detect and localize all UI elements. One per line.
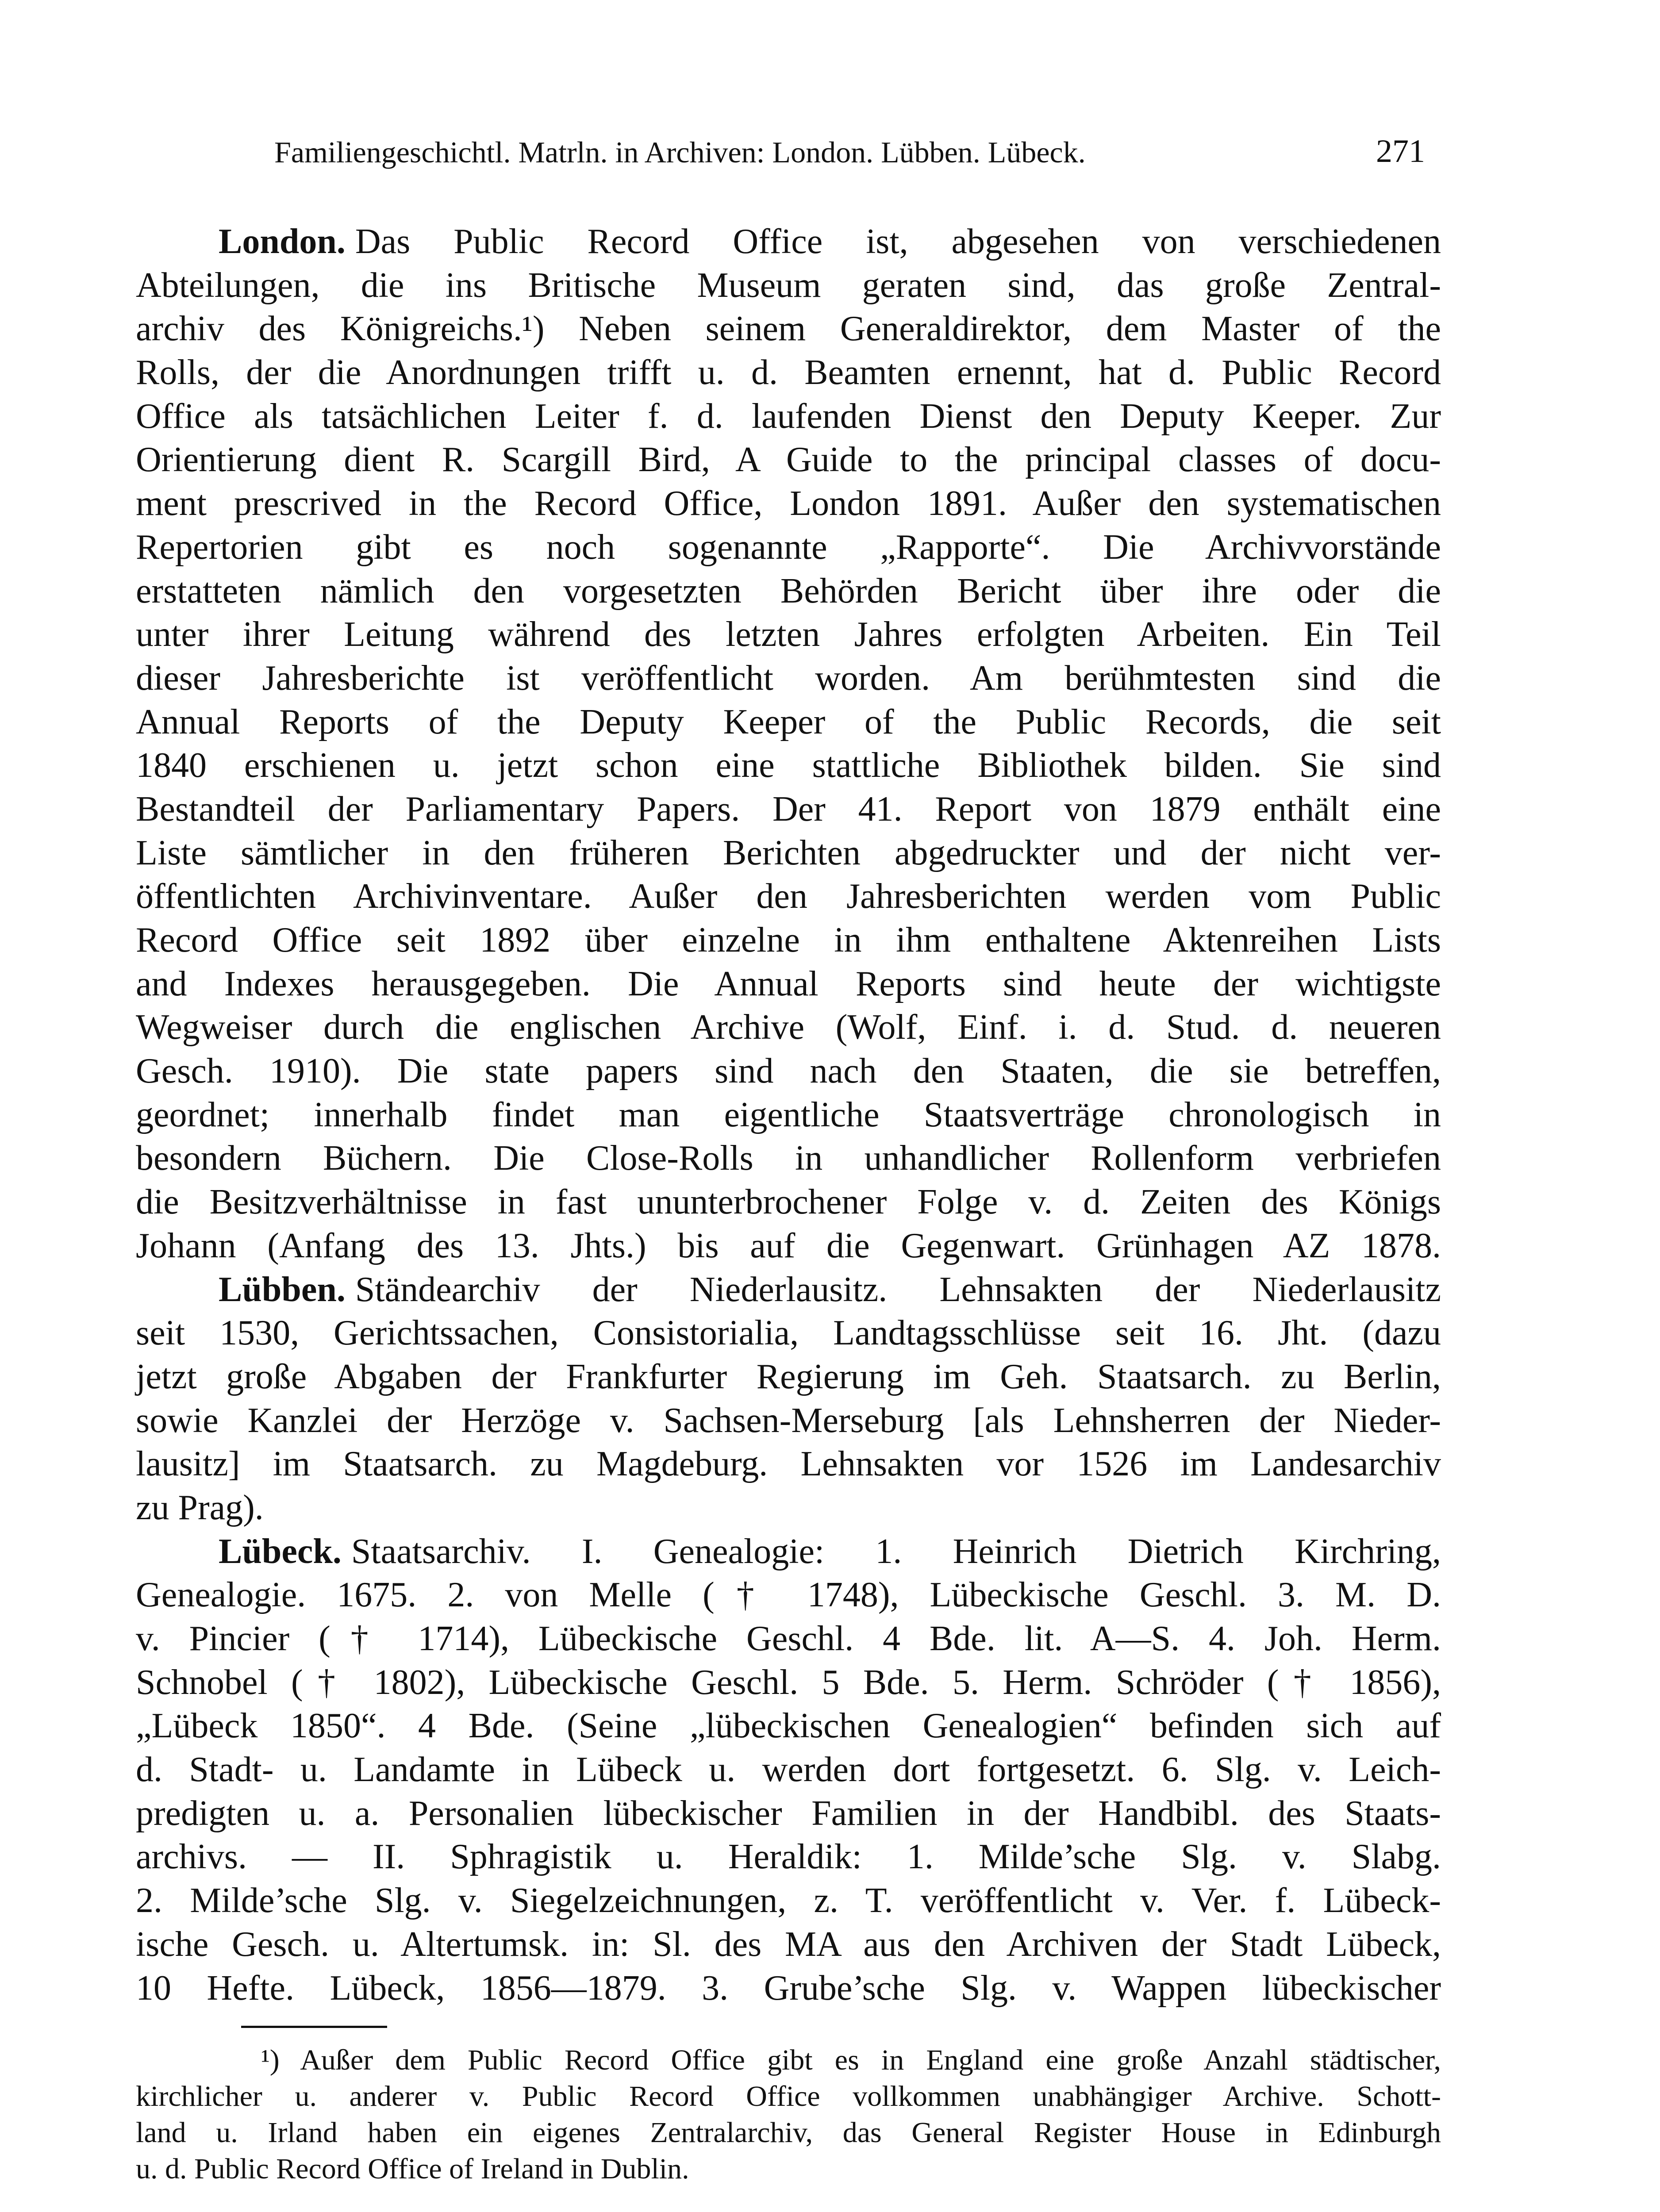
line-text: ische Gesch. u. Altertumsk. in: Sl. des MA aus den Archiven der Stadt Lübeck, — [136, 1924, 1441, 1964]
footnote-line: kirchlicher u. anderer v. Public Record Office vollkommen unabhängiger Archive. Schott- — [136, 2080, 1441, 2113]
running-header: Familiengeschichtl. Matrln. in Archiven: London. Lübben. Lübeck. — [274, 135, 1086, 169]
text-line — [136, 1399, 1441, 1443]
line-text: unter ihrer Leitung während des letzten Jahres erfolgten Arbeiten. Ein Teil — [136, 615, 1441, 654]
line-text: predigten u. a. Personalien lübeckischer Familien in der Handbibl. des Staats- — [136, 1793, 1441, 1833]
line-text: Record Office seit 1892 über einzelne in ihm enthaltene Aktenreihen Lists — [136, 921, 1441, 960]
page-number: 271 — [1376, 133, 1425, 169]
text-line — [136, 307, 1441, 351]
line-text: Ständearchiv der Niederlausitz. Lehnsakten der Niederlausitz — [355, 1270, 1441, 1309]
text-line — [136, 569, 1441, 613]
line-text: 10 Hefte. Lübeck, 1856—1879. 3. Grube’sche Slg. v. Wappen lübeckischer — [136, 1968, 1441, 2008]
text-line — [136, 744, 1441, 787]
line-text: geordnet; innerhalb findet man eigentliche Staatsverträge chronologisch in — [136, 1095, 1441, 1134]
line-text: d. Stadt- u. Landamte in Lübeck u. werden dort fortgesetzt. 6. Slg. v. Leich- — [136, 1750, 1441, 1790]
text-line — [136, 1704, 1441, 1748]
text-line — [136, 1748, 1441, 1792]
line-text: zu Prag). — [136, 1488, 264, 1527]
section-heading: Lübeck. — [219, 1532, 342, 1571]
line-text: v. Pincier († 1714), Lübeckische Geschl. 4 Bde. lit. A—S. 4. Joh. Herm. — [136, 1619, 1441, 1658]
text-line — [136, 1966, 1441, 2010]
line-text: die Besitzverhältnisse in fast ununterbrochener Folge v. d. Zeiten des Königs — [136, 1183, 1441, 1222]
text-line — [136, 1617, 1441, 1661]
text-line — [136, 1180, 1441, 1224]
line-text: 1840 erschienen u. jetzt schon eine stattliche Bibliothek bilden. Sie sind — [136, 746, 1441, 785]
line-text: seit 1530, Gerichtssachen, Consistorialia, Landtagsschlüsse seit 16. Jht. (dazu — [136, 1313, 1441, 1353]
text-line — [136, 657, 1441, 700]
line-text: Abteilungen, die ins Britische Museum geraten sind, das große Zentral- — [136, 265, 1441, 305]
text-line — [136, 264, 1441, 307]
text-line — [136, 1224, 1441, 1268]
text-line — [136, 351, 1441, 395]
footnotes — [0, 2042, 1660, 2187]
line-text: „Lübeck 1850“. 4 Bde. (Seine „lübeckischen Genealogien“ befinden sich auf — [136, 1706, 1441, 1746]
line-text: Johann (Anfang des 13. Jhts.) bis auf die Gegenwart. Grünhagen AZ 1878. — [136, 1226, 1441, 1265]
text-line — [136, 613, 1441, 657]
line-text: öffentlichten Archivinventare. Außer den Jahresberichten werden vom Public — [136, 877, 1441, 916]
text-line — [219, 220, 1441, 264]
text-line — [136, 526, 1441, 569]
text-line — [136, 1093, 1441, 1137]
text-line — [136, 962, 1441, 1006]
footnote-rule — [241, 2026, 387, 2028]
text-line — [136, 438, 1441, 482]
line-text: Orientierung dient R. Scargill Bird, A Guide to the principal classes of docu- — [136, 440, 1441, 480]
line-text: Schnobel († 1802), Lübeckische Geschl. 5 Bde. 5. Herm. Schröder († 1856), — [136, 1663, 1441, 1702]
text-line — [219, 1268, 1441, 1312]
text-line — [136, 1661, 1441, 1705]
footnote-line: land u. Irland haben ein eigenes Zentralarchiv, das General Register House in Edinburgh — [136, 2116, 1441, 2149]
line-text: Wegweiser durch die englischen Archive (Wolf, Einf. i. d. Stud. d. neueren — [136, 1008, 1441, 1047]
text-line — [136, 918, 1441, 962]
line-text: Das Public Record Office ist, abgesehen von verschiedenen — [355, 222, 1441, 261]
text-line — [136, 1486, 1441, 1530]
line-text: jetzt große Abgaben der Frankfurter Regierung im Geh. Staatsarch. zu Berlin, — [136, 1357, 1441, 1396]
text-line — [136, 1442, 1441, 1486]
text-line — [136, 1573, 1441, 1617]
line-text: lausitz] im Staatsarch. zu Magdeburg. Lehnsakten vor 1526 im Landesarchiv — [136, 1444, 1441, 1484]
text-line — [136, 787, 1441, 831]
line-text: Bestandteil der Parliamentary Papers. Der 41. Report von 1879 enthält eine — [136, 789, 1441, 829]
line-text: Repertorien gibt es noch sogenannte „Rapporte“. Die Archivvorstände — [136, 527, 1441, 567]
line-text: besondern Büchern. Die Close-Rolls in unhandlicher Rollenform verbriefen — [136, 1139, 1441, 1178]
text-line — [136, 1137, 1441, 1180]
line-text: Gesch. 1910). Die state papers sind nach den Staaten, die sie betreffen, — [136, 1052, 1441, 1091]
section-heading: London. — [219, 222, 346, 261]
text-line — [136, 395, 1441, 438]
text-line — [136, 1311, 1441, 1355]
text-line — [136, 1006, 1441, 1049]
text-line — [219, 1530, 1441, 1574]
text-line — [136, 1792, 1441, 1836]
line-text: Annual Reports of the Deputy Keeper of the Public Records, die seit — [136, 702, 1441, 741]
line-text: Genealogie. 1675. 2. von Melle († 1748), Lübeckische Geschl. 3. M. D. — [136, 1575, 1441, 1615]
text-line — [136, 1835, 1441, 1879]
line-text: Rolls, der die Anordnungen trifft u. d. Beamten ernennt, hat d. Public Record — [136, 353, 1441, 392]
line-text: dieser Jahresberichte ist veröffentlicht worden. Am berühmtesten sind die — [136, 658, 1441, 698]
text-line — [136, 700, 1441, 744]
line-text: Staatsarchiv. I. Genealogie: 1. Heinrich Dietrich Kirchring, — [351, 1532, 1441, 1571]
line-text: ment prescrived in the Record Office, London 1891. Außer den systematischen — [136, 484, 1441, 523]
line-text: erstatteten nämlich den vorgesetzten Behörden Bericht über ihre oder die — [136, 571, 1441, 611]
line-text: 2. Milde’sche Slg. v. Siegelzeichnungen, z. T. veröffentlicht v. Ver. f. Lübeck- — [136, 1881, 1441, 1920]
line-text: sowie Kanzlei der Herzöge v. Sachsen-Merseburg [als Lehnsherren der Nieder- — [136, 1401, 1441, 1440]
text-line — [136, 1879, 1441, 1923]
line-text: archiv des Königreichs.¹) Neben seinem Generaldirektor, dem Master of the — [136, 309, 1441, 349]
line-text: Liste sämtlicher in den früheren Berichten abgedruckter und der nicht ver- — [136, 833, 1441, 872]
text-line — [136, 831, 1441, 875]
footnote-line: ¹) Außer dem Public Record Office gibt es in England eine große Anzahl städtischer, — [261, 2044, 1441, 2077]
body-text — [0, 220, 1660, 2010]
footnote-line: u. d. Public Record Office of Ireland in Dublin. — [136, 2153, 689, 2185]
page-header — [0, 133, 1660, 220]
text-line — [136, 482, 1441, 526]
section-heading: Lübben. — [219, 1270, 346, 1309]
line-text: and Indexes herausgegeben. Die Annual Reports sind heute der wichtigste — [136, 964, 1441, 1003]
line-text: Office als tatsächlichen Leiter f. d. laufenden Dienst den Deputy Keeper. Zur — [136, 396, 1441, 436]
text-line — [136, 1355, 1441, 1399]
line-text: archivs. — II. Sphragistik u. Heraldik: 1. Milde’sche Slg. v. Slabg. — [136, 1837, 1441, 1877]
text-line — [136, 1049, 1441, 1093]
text-line — [136, 1923, 1441, 1966]
text-line — [136, 875, 1441, 918]
